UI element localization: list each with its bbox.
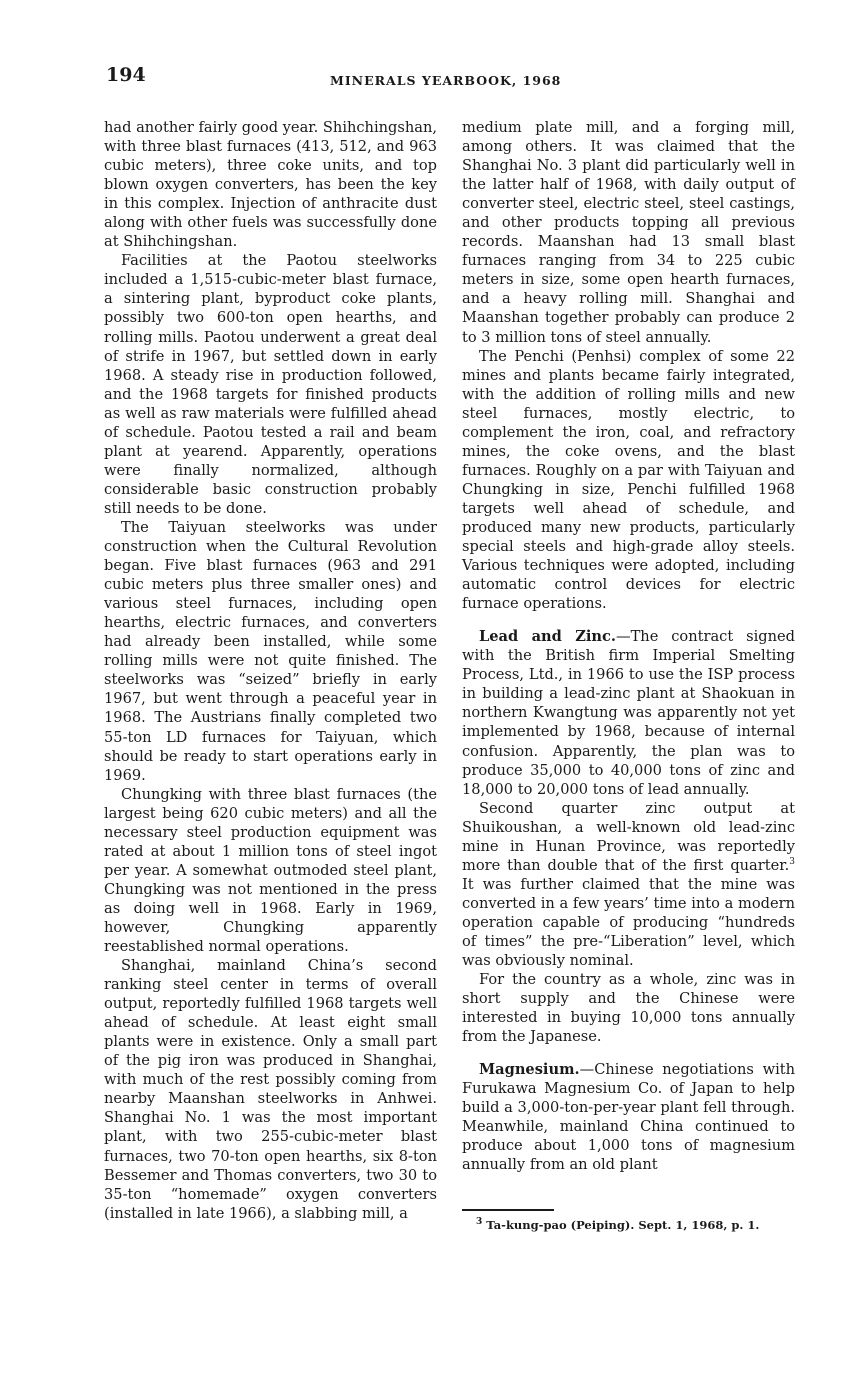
paragraph: Chungking with three blast furnaces (the largest being 620 cubic meters) and all the necessary steel production equipment was rated at about 1 million tons of steel ingot per year. A somewhat outmoded steel plant, Chungking was not mentioned in the press as doing well in 1968. Early in 1969, however, Chungking apparently reestablished normal operations.	[104, 785, 437, 956]
running-title: MINERALS YEARBOOK, 1968	[330, 73, 562, 88]
footnote-rule	[462, 1209, 554, 1211]
footnote-text: Ta-kung-pao (Peiping). Sept. 1, 1968, p. 1.	[482, 1218, 760, 1232]
paragraph: Facilities at the Paotou steelworks included a 1,515-cubic-meter blast furnace, a sintering plant, byproduct coke plants, possibly two 600-ton open hearths, and rolling mills. Paotou underwent a great deal of strife in 1967, but settled down in early 1968. A steady rise in production followed, and the 1968 targets for finished products as well as raw materials were fulfilled ahead of schedule. Paotou tested a rail and beam plant at yearend. Apparently, operations were finally normalized, although considerable basic construction probably still needs to be done.	[104, 252, 437, 517]
paragraph-text: It was further claimed that the mine was converted in a few years’ time into a modern operation capable of producing “hundreds of times” the pre-“Liberation” level, which was obviously nominal.	[462, 875, 795, 970]
paragraph: had another fairly good year. Shihchingshan, with three blast furnaces (413, 512, and 963 cubic meters), three coke units, and top blown oxygen converters, has been the key in this complex. Injection of anthracite dust along with other fuels was successfully done at Shihchingshan.	[104, 119, 437, 251]
magnesium-paragraph	[462, 1060, 795, 1174]
paragraph: medium plate mill, and a forging mill, among others. It was claimed that the Shanghai No. 3 plant did particularly well in the latter half of 1968, with daily output of converter steel, electric steel, steel castings, and other products topping all previous records. Maanshan had 13 small blast furnaces ranging from 34 to 225 cubic meters in size, some open hearth furnaces, and a heavy rolling mill. Shanghai and Maanshan together probably can produce 2 to 3 million tons of steel annually.	[462, 119, 795, 346]
paragraph: Shanghai, mainland China’s second ranking steel center in terms of overall output, reportedly fulfilled 1968 targets well ahead of schedule. At least eight small plants were in existence. Only a small part of the pig iron was produced in Shanghai, with much of the rest possibly coming from nearby Maanshan steelworks in Anhwei. Shanghai No. 1 was the most important plant, with two 255-cubic-meter blast furnaces, two 70-ton open hearths, six 8-ton Bessemer and Thomas converters, two 30 to 35-ton “homemade” oxygen converters (installed in late 1966), a slabbing mill, a	[104, 957, 437, 1222]
right-column	[462, 118, 795, 1175]
lead-zinc-heading: Lead and Zinc.	[479, 628, 616, 646]
paragraph: The Penchi (Penhsi) complex of some 22 mines and plants became fairly integrated, with the addition of rolling mills and new steel furnaces, mostly electric, to complement the iron, coal, and refractory mines, the coke ovens, and the blast furnaces. Roughly on a par with Taiyuan and Chungking in size, Penchi fulfilled 1968 targets well ahead of schedule, and produced many new products, particularly special steels and high-grade alloy steels. Various techniques were adopted, including automatic control devices for electric furnace operations.	[462, 347, 795, 613]
left-column	[104, 118, 437, 1223]
magnesium-heading: Magnesium.	[479, 1061, 580, 1079]
footnote	[476, 1218, 759, 1232]
paragraph: The Taiyuan steelworks was under construction when the Cultural Revolution began. Five blast furnaces (963 and 291 cubic meters plus three smaller ones) and various steel furnaces, including open hearths, electric furnaces, and converters had already been installed, while some rolling mills were not quite finished. The steelworks was “seized” briefly in early 1967, but went through a peaceful year in 1968. The Austrians finally completed two 55-ton LD furnaces for Taiyuan, which should be ready to start operations early in 1969.	[104, 518, 437, 784]
paragraph	[462, 799, 795, 970]
lead-zinc-paragraph	[462, 627, 795, 798]
footnote-marker: 3	[476, 1217, 483, 1228]
paragraph-text: —The contract signed with the British firm Imperial Smelting Process, Ltd., in 1966 to use the ISP process in building a lead-zinc plant at Shaokuan in northern Kwangtung was apparently not yet implemented by 1968, because of internal confusion. Apparently, the plan was to produce 35,000 to 40,000 tons of zinc and 18,000 to 20,000 tons of lead annually.	[462, 628, 795, 798]
paragraph: For the country as a whole, zinc was in short supply and the Chinese were interested in buying 10,000 tons annually from the Japanese.	[462, 971, 795, 1046]
footnote-reference: 3	[789, 856, 795, 867]
paragraph-text: Second quarter zinc output at Shuikoushan, a well-known old lead-zinc mine in Hunan Province, was reportedly more than double that of the first quarter.	[462, 799, 795, 874]
paragraph-text: —Chinese negotiations with Furukawa Magnesium Co. of Japan to help build a 3,000-ton-per-year plant fell through. Meanwhile, mainland China continued to produce about 1,000 tons of magnesium annually from an old plant	[462, 1061, 795, 1174]
page-number: 194	[106, 64, 146, 86]
